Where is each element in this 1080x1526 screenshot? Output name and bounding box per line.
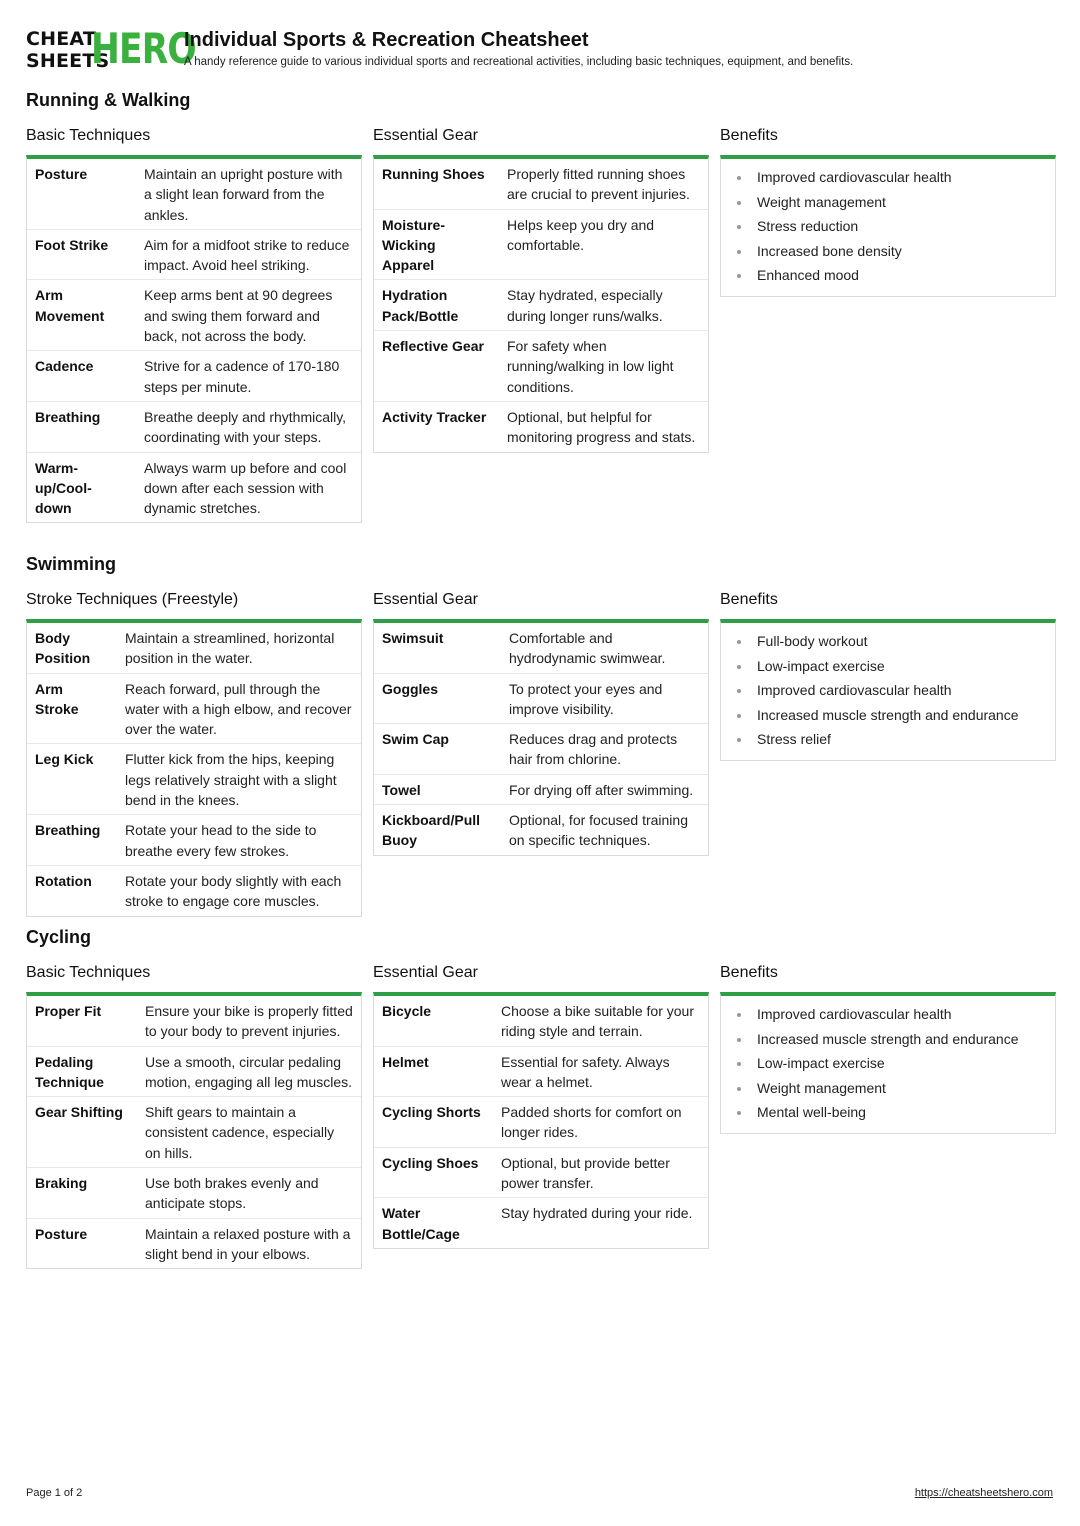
column-title: Basic Techniques [26, 964, 151, 981]
row-value: Choose a bike suitable for your riding style and terrain. [501, 1003, 694, 1040]
table-row [27, 1218, 361, 1268]
techniques-table [27, 159, 361, 522]
page-header [26, 24, 1056, 73]
table-row [374, 401, 708, 451]
row-value: Rotate your head to the side to breathe every few strokes. [115, 815, 361, 866]
row-key: Leg Kick [27, 744, 115, 815]
page-title: Individual Sports & Recreation Cheatsheet [184, 29, 589, 51]
benefits-column [720, 590, 1056, 610]
benefits-list [721, 996, 1055, 1133]
row-value: Maintain a relaxed posture with a slight bend in your elbows. [135, 1218, 361, 1268]
row-value: Reduces drag and protects hair from chlorine. [499, 724, 708, 775]
table-row [374, 724, 708, 775]
row-key: Arm Stroke [27, 673, 115, 744]
row-value: Keep arms bent at 90 degrees and swing them forward and back, not across the body. [134, 280, 361, 351]
table-row [27, 452, 361, 522]
list-item: Increased bone density [735, 239, 1055, 264]
gear-column [373, 963, 709, 983]
row-value: Use both brakes evenly and anticipate stops. [135, 1168, 361, 1219]
column-title: Benefits [720, 591, 778, 608]
row-key: Warm-up/Cool-down [27, 452, 134, 522]
row-key: Towel [374, 774, 499, 804]
row-key: Body Position [35, 630, 91, 667]
page-number: Page 1 of 2 [26, 1487, 83, 1499]
row-key: Cycling Shoes [374, 1147, 491, 1198]
row-key: Breathing [27, 401, 134, 452]
benefits-list [721, 623, 1055, 760]
techniques-column [26, 126, 362, 146]
list-item: Weight management [735, 190, 1055, 215]
table-row [27, 159, 361, 229]
column-title: Essential Gear [373, 964, 478, 981]
row-key: Arm Movement [27, 280, 134, 351]
table-row [374, 623, 708, 673]
row-value: Stay hydrated during your ride. [491, 1198, 708, 1248]
row-key: Hydration Pack/Bottle [374, 280, 497, 331]
techniques-card [26, 992, 362, 1269]
list-item: Enhanced mood [735, 263, 1055, 288]
table-row [27, 280, 361, 351]
row-value: For drying off after swimming. [499, 774, 708, 804]
gear-card [373, 992, 709, 1249]
row-value: Shift gears to maintain a consistent cadence, especially on hills. [135, 1097, 361, 1168]
row-value: Use a smooth, circular pedaling motion, engaging all leg muscles. [135, 1046, 361, 1097]
table-row [374, 280, 708, 331]
techniques-column [26, 590, 362, 610]
list-item: Stress reduction [735, 214, 1055, 239]
table-row [27, 744, 361, 815]
row-key: Running Shoes [382, 166, 485, 182]
row-value: Essential for safety. Always wear a helmet. [491, 1046, 708, 1097]
row-value: Breathe deeply and rhythmically, coordinating with your steps. [134, 401, 361, 452]
table-row [27, 1168, 361, 1219]
table-row [27, 229, 361, 280]
list-item: Stress relief [735, 727, 1055, 752]
row-value: Aim for a midfoot strike to reduce impact. Avoid heel striking. [134, 229, 361, 280]
row-value: To protect your eyes and improve visibility. [499, 673, 708, 724]
table-row [374, 1147, 708, 1198]
column-title: Essential Gear [373, 127, 478, 144]
table-row [374, 209, 708, 280]
row-value: Flutter kick from the hips, keeping legs relatively straight with a slight bend in the knees. [115, 744, 361, 815]
row-value: Optional, but helpful for monitoring progress and stats. [497, 401, 708, 451]
row-value: Padded shorts for comfort on longer rides. [491, 1097, 708, 1148]
logo-hero: HERO [91, 24, 196, 73]
row-value: Rotate your body slightly with each stroke to engage core muscles. [115, 865, 361, 915]
row-value: Always warm up before and cool down after each session with dynamic stretches. [134, 452, 361, 522]
gear-table [374, 623, 708, 855]
row-key: Posture [27, 1218, 135, 1268]
list-item: Low-impact exercise [735, 1051, 1055, 1076]
row-value: Ensure your bike is properly fitted to your body to prevent injuries. [145, 1003, 353, 1040]
row-value: Properly fitted running shoes are crucial to prevent injuries. [507, 166, 690, 203]
benefits-column [720, 126, 1056, 146]
row-key: Water Bottle/Cage [374, 1198, 491, 1248]
list-item: Mental well-being [735, 1100, 1055, 1125]
benefits-card [720, 992, 1056, 1134]
techniques-table [27, 996, 361, 1268]
row-key: Cycling Shorts [374, 1097, 491, 1148]
gear-column [373, 126, 709, 146]
row-key: Foot Strike [27, 229, 134, 280]
techniques-card [26, 155, 362, 523]
section-title: Swimming [26, 554, 117, 574]
table-row [374, 1046, 708, 1097]
section-title: Running & Walking [26, 90, 191, 110]
row-key: Goggles [374, 673, 499, 724]
row-key: Rotation [27, 865, 115, 915]
techniques-table [27, 623, 361, 916]
section-title: Cycling [26, 927, 92, 947]
table-row [27, 1097, 361, 1168]
table-row [27, 351, 361, 402]
row-key: Breathing [27, 815, 115, 866]
row-key: Posture [35, 166, 88, 182]
benefits-card [720, 619, 1056, 761]
gear-card [373, 155, 709, 453]
table-row [27, 401, 361, 452]
table-row [27, 623, 361, 673]
row-value: For safety when running/walking in low light conditions. [497, 331, 708, 402]
list-item: Improved cardiovascular health [735, 678, 1055, 703]
row-key: Gear Shifting [27, 1097, 135, 1168]
table-row [374, 774, 708, 804]
table-row [27, 673, 361, 744]
row-value: Helps keep you dry and comfortable. [497, 209, 708, 280]
row-key: Braking [27, 1168, 135, 1219]
row-key: Helmet [374, 1046, 491, 1097]
benefits-list [721, 159, 1055, 296]
benefits-column [720, 963, 1056, 983]
column-title: Benefits [720, 964, 778, 981]
table-row [374, 1198, 708, 1248]
row-value: Reach forward, pull through the water with a high elbow, and recover over the water. [115, 673, 361, 744]
row-value: Stay hydrated, especially during longer runs/walks. [497, 280, 708, 331]
row-value: Strive for a cadence of 170-180 steps per minute. [134, 351, 361, 402]
page-description: A handy reference guide to various individual sports and recreational activities, including basic techniques, equipment, and benefits. [184, 56, 854, 68]
list-item: Weight management [735, 1076, 1055, 1101]
row-key: Bicycle [382, 1003, 432, 1019]
list-item: Improved cardiovascular health [735, 165, 1055, 190]
row-value: Optional, but provide better power transfer. [491, 1147, 708, 1198]
techniques-column [26, 963, 362, 983]
column-title: Essential Gear [373, 591, 478, 608]
gear-card [373, 619, 709, 856]
table-row [374, 1097, 708, 1148]
list-item: Increased muscle strength and endurance [735, 1027, 1055, 1052]
list-item: Full-body workout [735, 629, 1055, 654]
table-row [27, 865, 361, 915]
table-row [27, 815, 361, 866]
row-value: Maintain a streamlined, horizontal position in the water. [125, 630, 335, 667]
row-key: Moisture-Wicking Apparel [374, 209, 497, 280]
list-item: Improved cardiovascular health [735, 1002, 1055, 1027]
table-row [27, 1046, 361, 1097]
table-row [374, 996, 708, 1046]
row-key: Proper Fit [35, 1003, 102, 1019]
site-link[interactable]: https://cheatsheetshero.com [914, 1487, 1053, 1499]
column-title: Basic Techniques [26, 127, 151, 144]
row-key: Reflective Gear [374, 331, 497, 402]
row-key: Pedaling Technique [27, 1046, 135, 1097]
list-item: Low-impact exercise [735, 654, 1055, 679]
table-row [374, 159, 708, 209]
table-row [27, 996, 361, 1046]
row-value: Maintain an upright posture with a slight lean forward from the ankles. [144, 166, 343, 223]
column-title: Benefits [720, 127, 778, 144]
row-key: Cadence [27, 351, 134, 402]
row-key: Activity Tracker [374, 401, 497, 451]
benefits-card [720, 155, 1056, 297]
row-key: Kickboard/Pull Buoy [374, 805, 499, 855]
gear-column [373, 590, 709, 610]
row-value: Optional, for focused training on specific techniques. [499, 805, 708, 855]
cheatsheetshero-logo[interactable] [26, 24, 196, 73]
row-key: Swimsuit [382, 630, 444, 646]
logo-sheets: SHEETS [26, 50, 110, 72]
table-row [374, 805, 708, 855]
table-row [374, 673, 708, 724]
row-value: Comfortable and hydrodynamic swimwear. [509, 630, 666, 667]
table-row [374, 331, 708, 402]
techniques-card [26, 619, 362, 917]
gear-table [374, 159, 708, 452]
column-title: Stroke Techniques (Freestyle) [26, 591, 239, 608]
row-key: Swim Cap [374, 724, 499, 775]
gear-table [374, 996, 708, 1248]
list-item: Increased muscle strength and endurance [735, 703, 1055, 728]
logo-cheat: CHEAT [26, 28, 97, 50]
